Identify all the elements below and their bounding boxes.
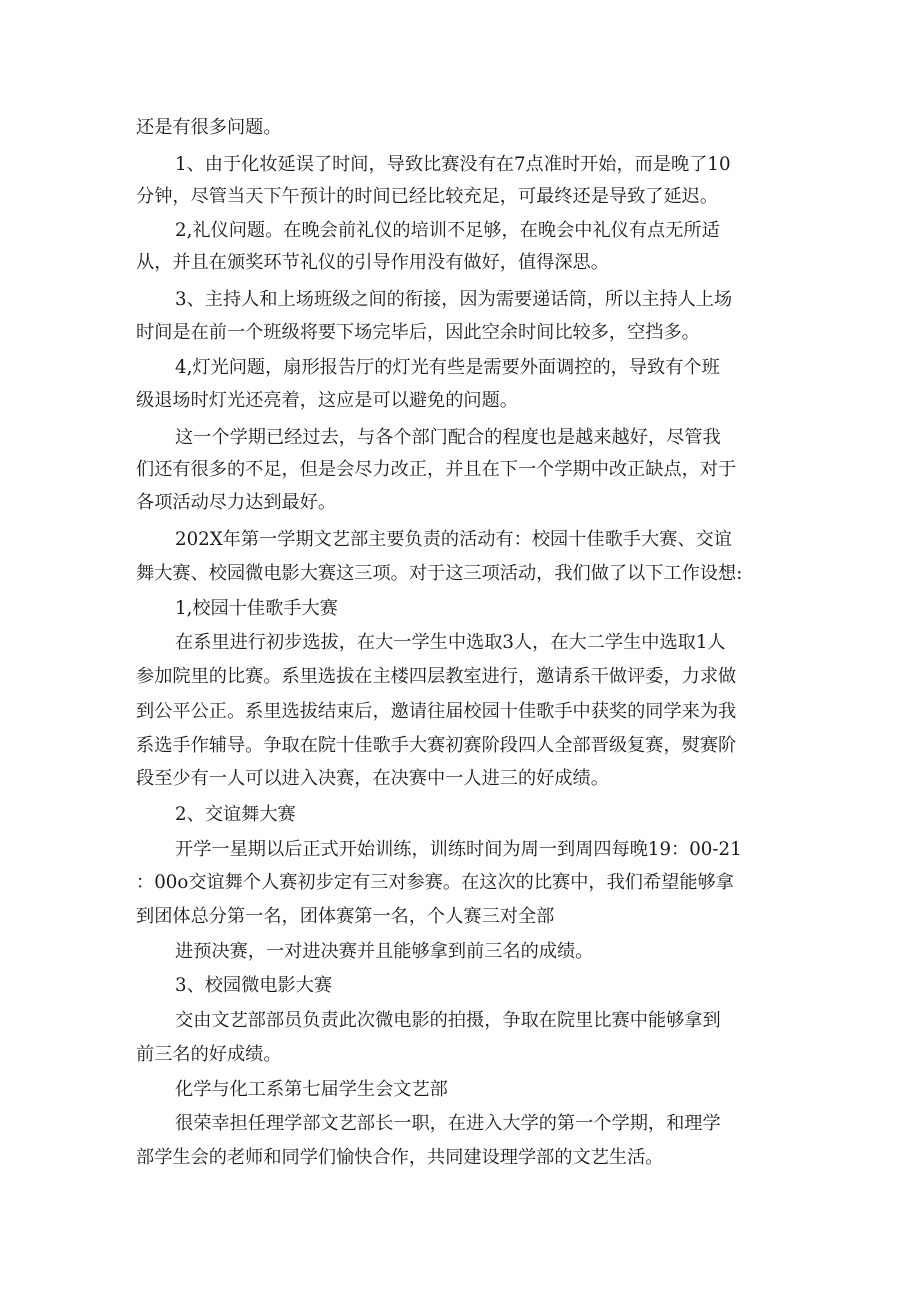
text-line: 各项活动尽力达到最好。	[136, 492, 337, 513]
text-line: 舞大赛、校园微电影大赛这三项。对于这三项活动，我们做了以下工作设想:	[136, 563, 743, 584]
text-line: 1,校园十佳歌手大赛	[175, 598, 338, 619]
text-line: 分钟，尽管当天下午预计的时间已经比较充足，可最终还是导致了延迟。	[136, 186, 719, 207]
text-line: 段至少有一人可以进入决赛，在决赛中一人进三的好成绩。	[136, 768, 609, 789]
text-line: 3、主持人和上场班级之间的衔接，因为需要递话筒，所以主持人上场	[175, 289, 733, 310]
text-line: 时间是在前一个班级将要下场完毕后，因此空余时间比较多，空挡多。	[136, 322, 700, 343]
text-line: 还是有很多问题。	[136, 117, 282, 138]
text-line: 从，并且在颁奖环节礼仪的引导作用没有做好，值得深思。	[136, 252, 609, 273]
text-line: 4,灯光问题，扇形报告厅的灯光有些是需要外面调控的，导致有个班	[175, 357, 720, 378]
text-line: 前三名的好成绩。	[136, 1044, 282, 1065]
text-line: 1、由于化妆延误了时间，导致比赛没有在7点准时开始，而是晚了10	[175, 154, 731, 175]
text-line: 到团体总分第一名，团体赛第一名，个人赛三对全部	[136, 906, 555, 927]
text-line: 很荣幸担任理学部文艺部长一职，在进入大学的第一个学期，和理学	[175, 1113, 721, 1134]
text-line: 交由文艺部部员负责此次微电影的拍摄，争取在院里比赛中能够拿到	[175, 1010, 721, 1031]
text-line: ：00o交谊舞个人赛初步定有三对参赛。在这次的比赛中，我们希望能够拿	[136, 872, 734, 893]
text-line: 参加院里的比赛。系里选拔在主楼四层教室进行，邀请系干做评委，力求做	[136, 666, 737, 687]
text-line: 202X年第一学期文艺部主要负责的活动有：校园十佳歌手大赛、交谊	[175, 529, 732, 550]
text-line: 开学一星期以后正式开始训练，训练时间为周一到周四每晚19：00-21	[175, 839, 742, 860]
text-line: 系选手作辅导。争取在院十佳歌手大赛初赛阶段四人全部晋级复赛，熨赛阶	[136, 735, 737, 756]
text-line: 2、交谊舞大赛	[175, 804, 296, 825]
text-line: 在系里进行初步选拔，在大一学生中选取3人，在大二学生中选取1人	[175, 632, 726, 653]
text-line: 这一个学期已经过去，与各个部门配合的程度也是越来越好，尽管我	[175, 427, 721, 448]
text-line: 进预决赛，一对进决赛并且能够拿到前三名的成绩。	[175, 941, 594, 962]
text-line: 们还有很多的不足，但是会尽力改正，并且在下一个学期中改正缺点，对于	[136, 459, 737, 480]
text-line: 级退场时灯光还亮着，这应是可以避免的问题。	[136, 390, 518, 411]
text-line: 到公平公正。系里选拔结束后，邀请往届校园十佳歌手中获奖的同学来为我	[136, 701, 737, 722]
text-line: 化学与化工系第七届学生会文艺部	[175, 1079, 448, 1100]
text-line: 2,礼仪问题。在晚会前礼仪的培训不足够，在晚会中礼仪有点无所适	[175, 220, 720, 241]
text-line: 3、校园微电影大赛	[175, 975, 333, 996]
text-line: 部学生会的老师和同学们愉快合作，共同建设理学部的文艺生活。	[136, 1147, 664, 1168]
